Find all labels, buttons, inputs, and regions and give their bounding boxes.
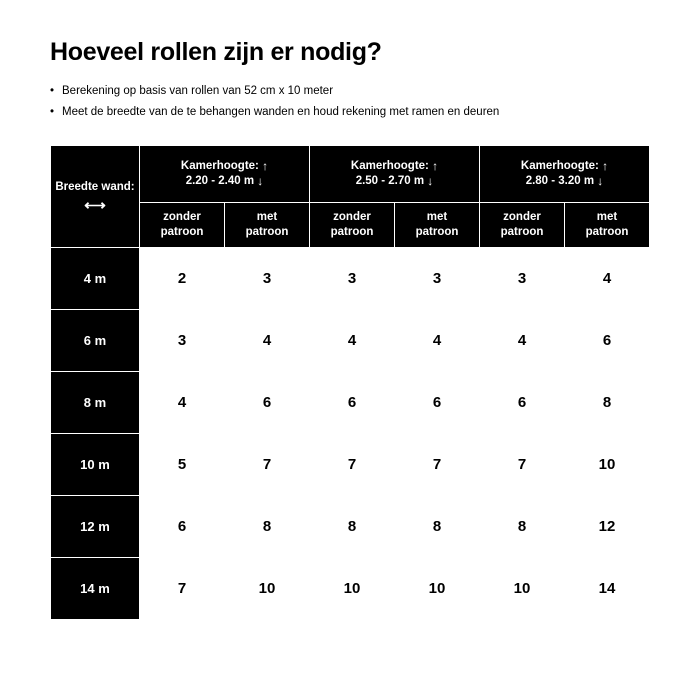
pattern-subheader-line1: met: [256, 210, 278, 223]
table-cell: 4: [395, 310, 480, 372]
arrow-down-icon: ↓: [597, 174, 604, 189]
table-header-row-patterns: [51, 203, 650, 248]
pattern-subheader-line1: zonder: [163, 210, 201, 223]
height-group-range: 2.80 - 3.20 m: [525, 175, 595, 188]
table-cell: 3: [140, 310, 225, 372]
row-label: 12 m: [51, 496, 140, 558]
table-cell: 8: [225, 496, 310, 558]
table-cell: 10: [395, 558, 480, 620]
table-cell: 3: [225, 248, 310, 310]
height-group-header: [140, 146, 310, 203]
arrow-up-icon: ↑: [432, 158, 439, 173]
table-cell: 4: [140, 372, 225, 434]
table-cell: 7: [395, 434, 480, 496]
table-cell: 4: [225, 310, 310, 372]
height-group-range: 2.20 - 2.40 m: [185, 175, 255, 188]
pattern-subheader-line1: zonder: [503, 210, 541, 223]
table-cell: 2: [140, 248, 225, 310]
pattern-subheader: [565, 203, 650, 248]
table-cell: 10: [310, 558, 395, 620]
pattern-subheader-line2: patroon: [415, 226, 459, 239]
table-cell: 10: [565, 434, 650, 496]
height-group-label: Kamerhoogte:: [520, 159, 599, 172]
width-arrow-icon: ⟷: [84, 197, 106, 214]
height-group-label: Kamerhoogte:: [180, 159, 259, 172]
arrow-up-icon: ↑: [602, 158, 609, 173]
table-cell: 6: [395, 372, 480, 434]
height-group-header: [310, 146, 480, 203]
arrow-down-icon: ↓: [427, 174, 434, 189]
table-cell: 4: [310, 310, 395, 372]
table-cell: 8: [480, 496, 565, 558]
pattern-subheader-line2: patroon: [160, 226, 204, 239]
list-item: • Berekening op basis van rollen van 52 cm x 10 meter: [50, 83, 650, 100]
height-group-label: Kamerhoogte:: [350, 159, 429, 172]
table-cell: 7: [310, 434, 395, 496]
table-cell: 10: [480, 558, 565, 620]
table-cell: 8: [310, 496, 395, 558]
pattern-subheader-line2: patroon: [330, 226, 374, 239]
pattern-subheader-line1: met: [426, 210, 448, 223]
pattern-subheader-line2: patroon: [245, 226, 289, 239]
table-cell: 10: [225, 558, 310, 620]
list-item: • Meet de breedte van de te behangen wanden en houd rekening met ramen en deuren: [50, 104, 650, 121]
table-cell: 3: [310, 248, 395, 310]
arrow-down-icon: ↓: [257, 174, 264, 189]
row-label: 10 m: [51, 434, 140, 496]
pattern-subheader-line2: patroon: [500, 226, 544, 239]
corner-label-line1: Breedte: [55, 181, 99, 194]
table-row: [51, 248, 650, 310]
pattern-subheader: [310, 203, 395, 248]
row-label: 4 m: [51, 248, 140, 310]
row-label: 14 m: [51, 558, 140, 620]
table-cell: 6: [565, 310, 650, 372]
page-title: Hoeveel rollen zijn er nodig?: [50, 38, 382, 66]
table-row: [51, 558, 650, 620]
row-label: 8 m: [51, 372, 140, 434]
table-row: [51, 434, 650, 496]
table-cell: 4: [480, 310, 565, 372]
table-cell: 7: [140, 558, 225, 620]
corner-header-cell: [51, 146, 140, 248]
table-header-row-heights: [51, 146, 650, 203]
table-cell: 7: [225, 434, 310, 496]
arrow-up-icon: ↑: [262, 158, 269, 173]
pattern-subheader: [140, 203, 225, 248]
table-cell: 4: [565, 248, 650, 310]
height-group-range: 2.50 - 2.70 m: [355, 175, 425, 188]
table-cell: 6: [140, 496, 225, 558]
table-cell: 7: [480, 434, 565, 496]
table-cell: 8: [395, 496, 480, 558]
table-row: [51, 496, 650, 558]
table-cell: 6: [310, 372, 395, 434]
height-group-header: [480, 146, 650, 203]
table-row: [51, 310, 650, 372]
pattern-subheader: [395, 203, 480, 248]
row-label: 6 m: [51, 310, 140, 372]
table-cell: 3: [395, 248, 480, 310]
table-cell: 3: [480, 248, 565, 310]
table-cell: 5: [140, 434, 225, 496]
table-cell: 12: [565, 496, 650, 558]
pattern-subheader-line1: zonder: [333, 210, 371, 223]
rolls-table: [50, 145, 650, 620]
pattern-subheader: [480, 203, 565, 248]
table-row: [51, 372, 650, 434]
pattern-subheader-line2: patroon: [585, 226, 629, 239]
table-cell: 6: [225, 372, 310, 434]
pattern-subheader: [225, 203, 310, 248]
info-bullet-list: [50, 83, 650, 122]
table-cell: 6: [480, 372, 565, 434]
table-cell: 14: [565, 558, 650, 620]
pattern-subheader-line1: met: [596, 210, 618, 223]
table-cell: 8: [565, 372, 650, 434]
corner-label-line2: wand:: [101, 181, 135, 194]
